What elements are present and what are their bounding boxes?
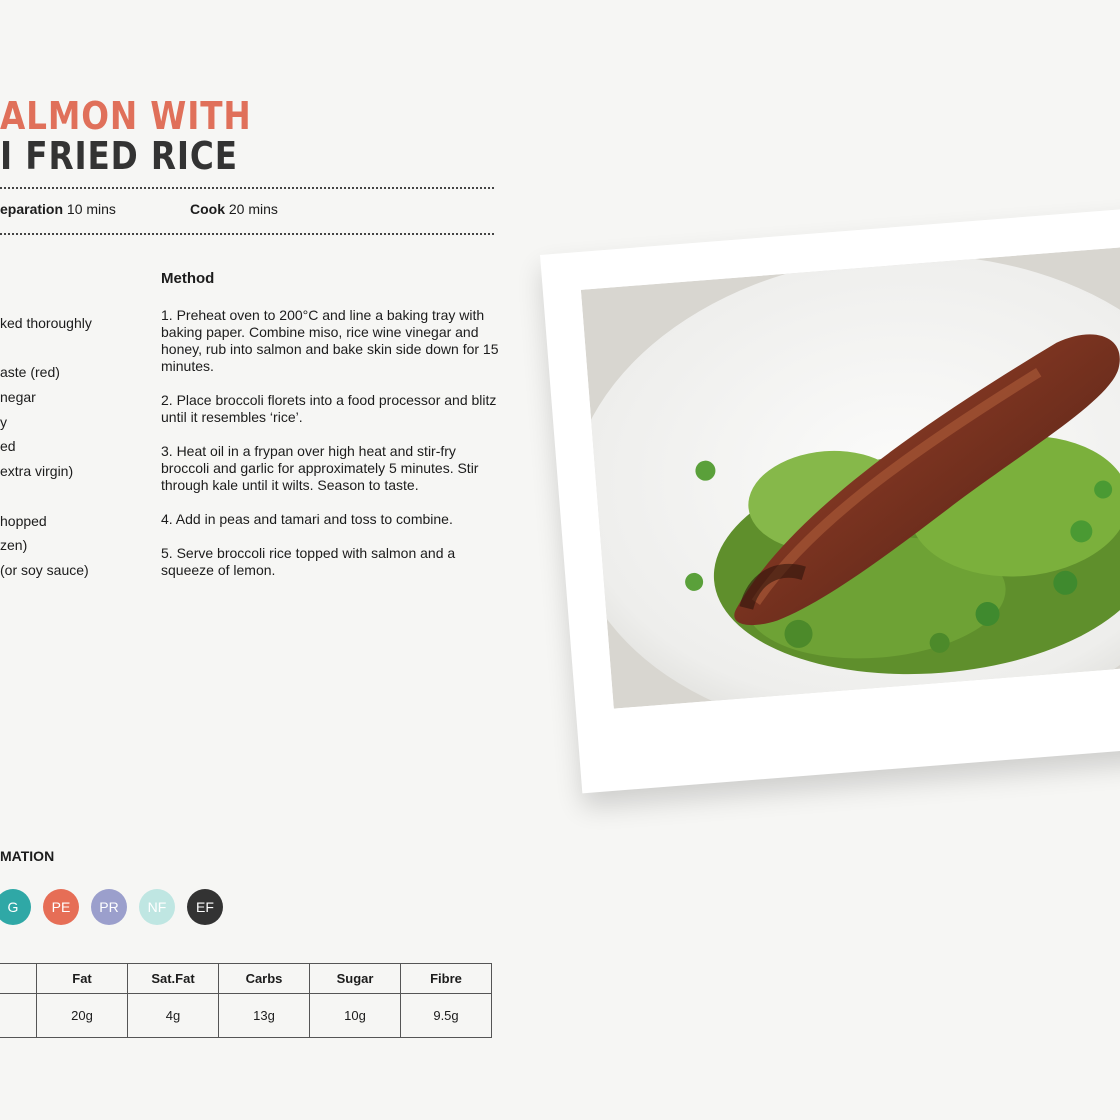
photo-frame xyxy=(540,206,1120,793)
nutrition-value-fibre: 9.5g xyxy=(401,994,492,1038)
nutrition-header-row xyxy=(0,964,492,994)
recipe-title-line-1: ALMON WITH xyxy=(0,94,252,138)
nutrition-header-carbs: Carbs xyxy=(219,964,310,994)
nutrition-header-protein xyxy=(0,964,37,994)
ingredient-item: ked thoroughly xyxy=(0,315,92,331)
ingredient-item: y xyxy=(0,414,7,430)
diet-badge-pe: PE xyxy=(43,889,79,925)
method-steps xyxy=(161,307,501,596)
ingredient-item: extra virgin) xyxy=(0,463,74,479)
nutrition-value-row xyxy=(0,994,492,1038)
diet-badge-g: G xyxy=(0,889,31,925)
ingredient-item: aste (red) xyxy=(0,364,60,380)
method-step: 2. Place broccoli florets into a food processor and blitz until it resembles ‘rice’. xyxy=(161,392,497,425)
nutrition-value-protein xyxy=(0,994,37,1038)
preparation-value: 10 mins xyxy=(63,201,116,217)
method-heading: Method xyxy=(161,270,215,287)
diet-badge-nf: NF xyxy=(139,889,175,925)
recipe-title xyxy=(0,96,252,176)
ingredient-item: ed xyxy=(0,438,16,454)
cook-label: Cook xyxy=(190,201,225,217)
nutrition-header-fibre: Fibre xyxy=(401,964,492,994)
nutrition-header-sat-fat: Sat.Fat xyxy=(128,964,219,994)
ingredient-item: (or soy sauce) xyxy=(0,562,89,578)
preparation-time xyxy=(0,201,116,217)
method-step: 3. Heat oil in a frypan over high heat and stir-fry broccoli and garlic for approximately 5 minutes. Stir through kale until it wilts. Season to taste. xyxy=(161,443,479,493)
dotted-divider-bottom xyxy=(0,233,494,235)
ingredient-item: negar xyxy=(0,389,36,405)
nutrition-table xyxy=(0,963,492,1038)
recipe-title-line-2: I FRIED RICE xyxy=(0,134,238,178)
information-heading: MATION xyxy=(0,848,55,864)
method-step: 1. Preheat oven to 200°C and line a baking tray with baking paper. Combine miso, rice wine vinegar and honey, rub into salmon and bake skin side down for 15 minutes. xyxy=(161,307,499,374)
diet-badge-ef: EF xyxy=(187,889,223,925)
ingredient-item: zen) xyxy=(0,537,28,553)
nutrition-header-fat: Fat xyxy=(37,964,128,994)
ingredient-item: hopped xyxy=(0,513,47,529)
diet-badge-pr: PR xyxy=(91,889,127,925)
salmon-broccoli-rice-image xyxy=(581,247,1120,709)
dish-photo xyxy=(540,206,1120,828)
cook-time xyxy=(190,201,278,217)
nutrition-value-sat-fat: 4g xyxy=(128,994,219,1038)
nutrition-value-fat: 20g xyxy=(37,994,128,1038)
cook-value: 20 mins xyxy=(225,201,278,217)
preparation-label: eparation xyxy=(0,201,64,217)
nutrition-value-carbs: 13g xyxy=(219,994,310,1038)
nutrition-header-sugar: Sugar xyxy=(310,964,401,994)
nutrition-value-sugar: 10g xyxy=(310,994,401,1038)
dotted-divider-top xyxy=(0,187,494,189)
method-step: 4. Add in peas and tamari and toss to combine. xyxy=(161,511,453,527)
method-step: 5. Serve broccoli rice topped with salmon and a squeeze of lemon. xyxy=(161,545,456,578)
